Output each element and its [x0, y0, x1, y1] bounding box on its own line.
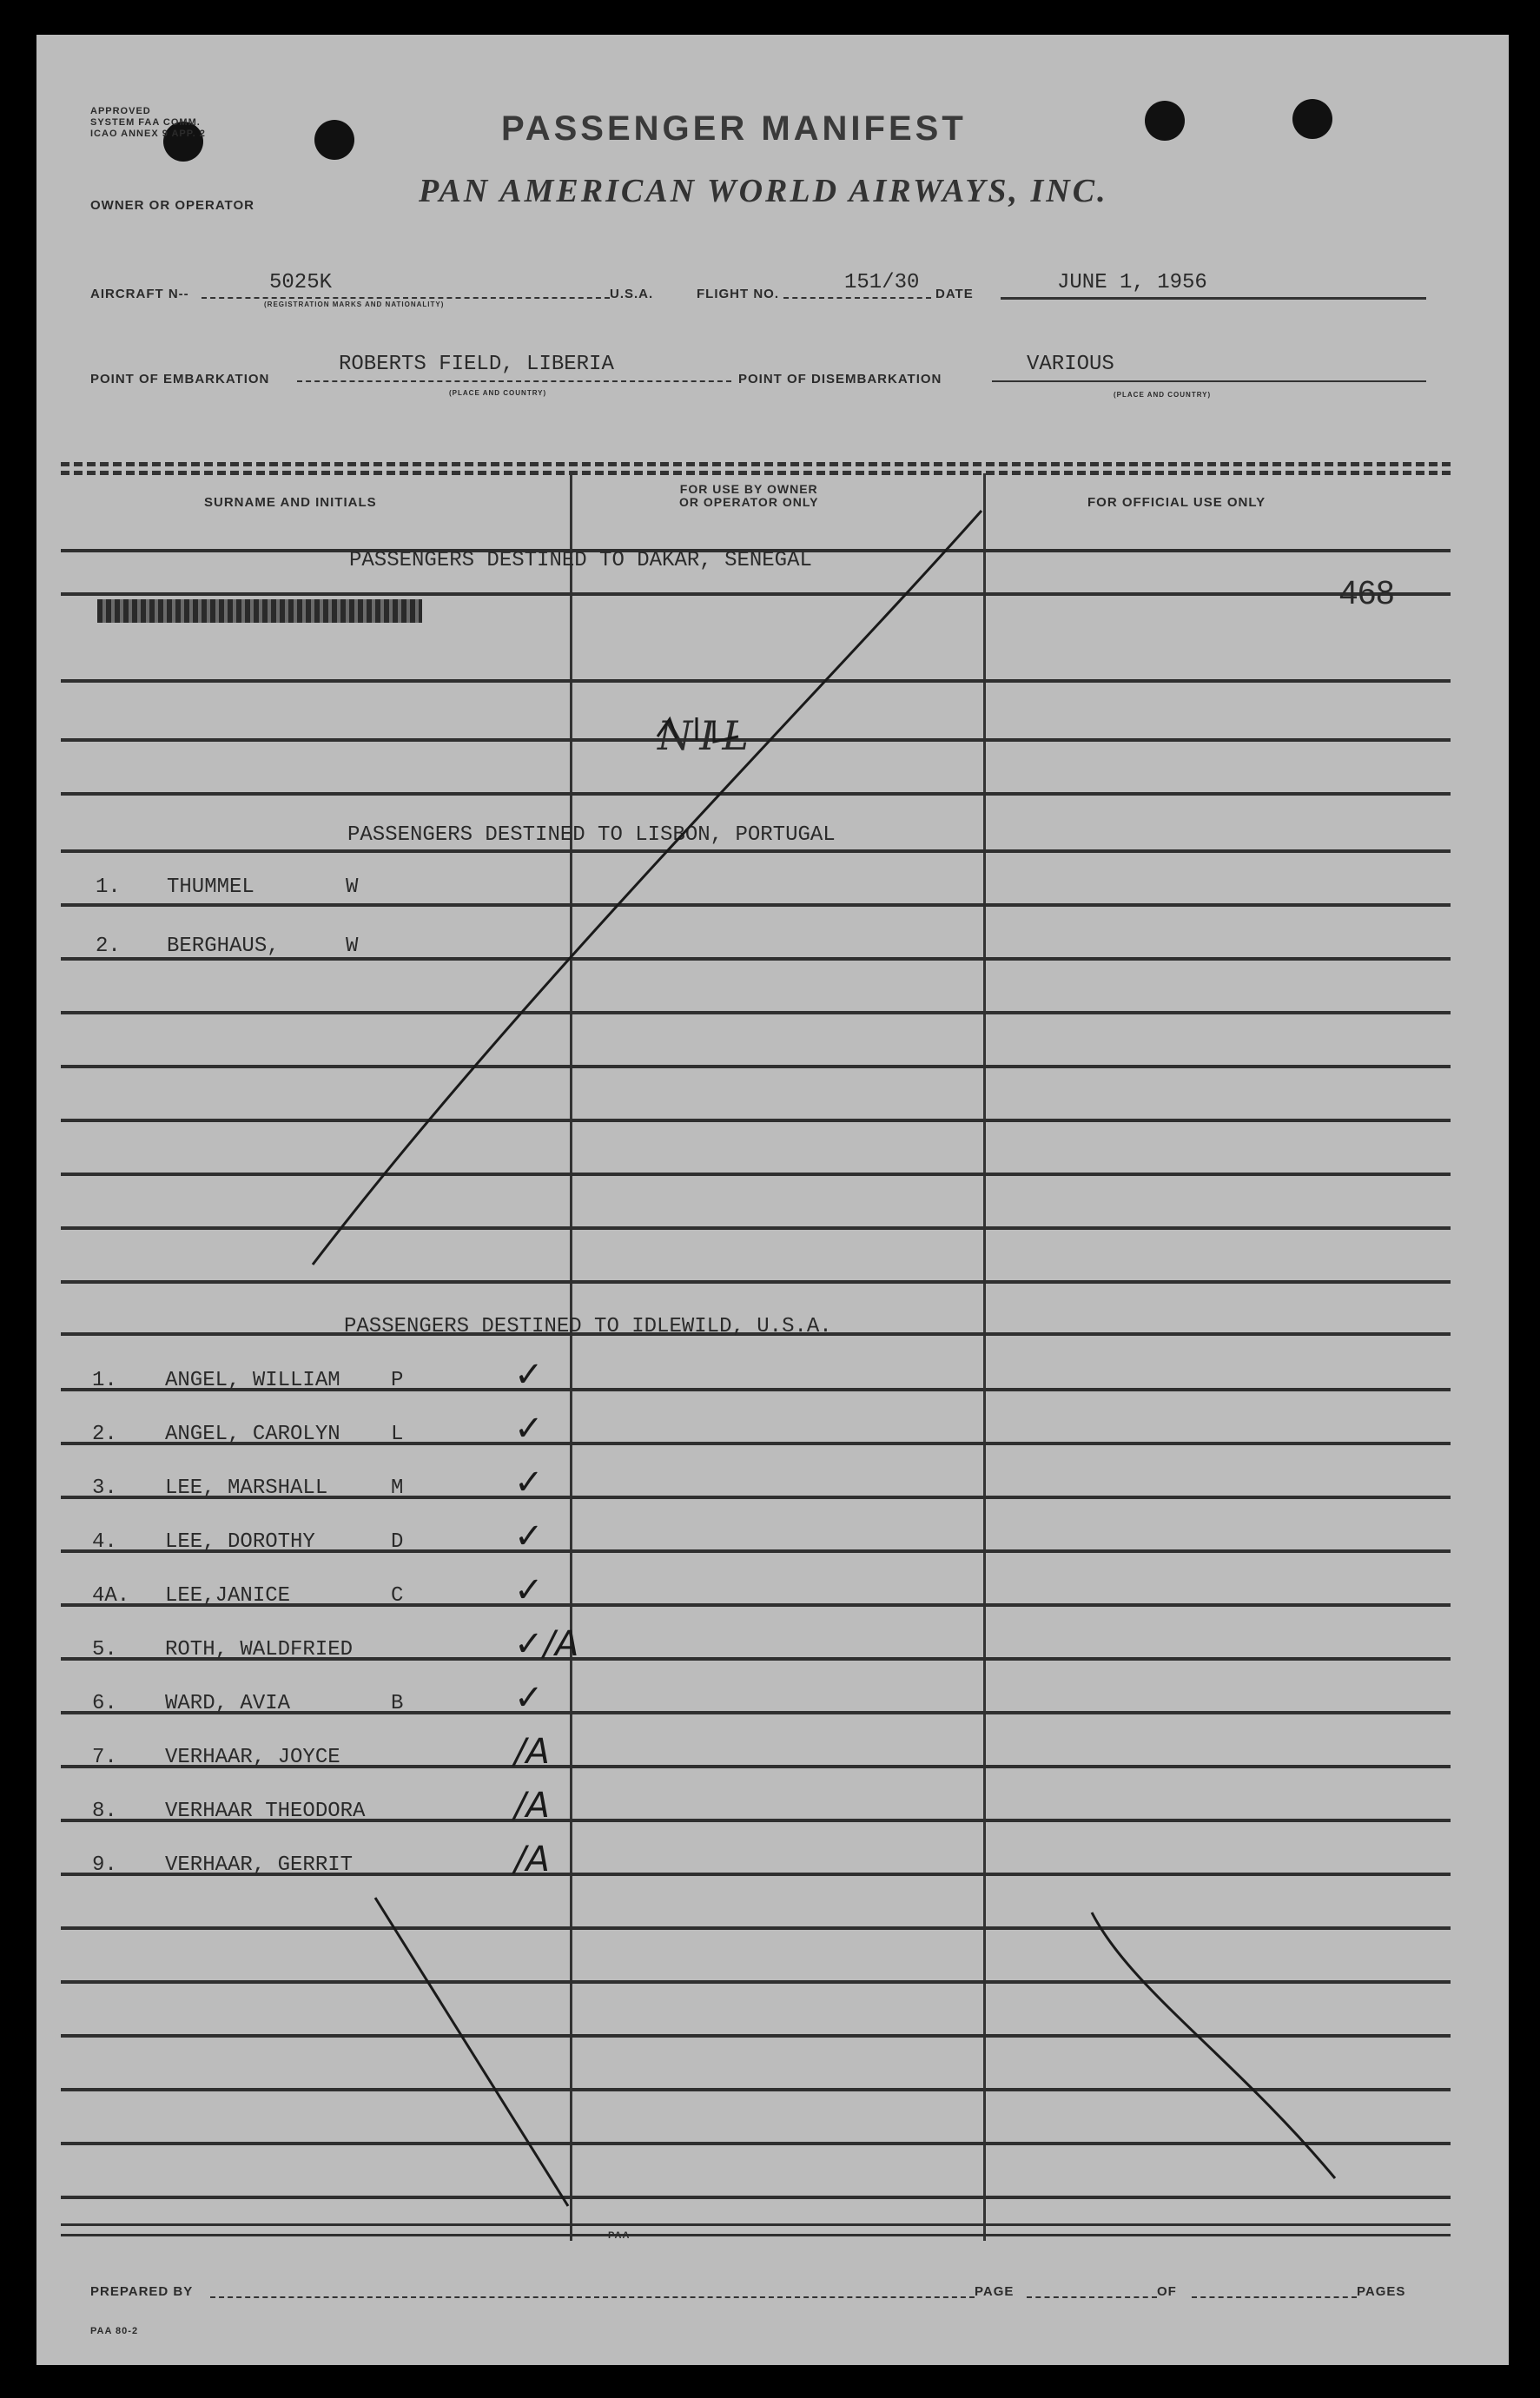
passenger-check-mark: ✓	[514, 1516, 544, 1556]
embark-label: POINT OF EMBARKATION	[90, 372, 270, 386]
passenger-initial: W	[346, 875, 359, 899]
passenger-check-mark: /A	[514, 1786, 550, 1826]
passenger-initial: P	[391, 1369, 404, 1392]
passenger-name: VERHAAR, GERRIT	[165, 1853, 354, 1877]
passenger-name: LEE, DOROTHY	[165, 1530, 315, 1554]
aircraft-label: AIRCRAFT N--	[90, 287, 189, 301]
passenger-num: 9.	[92, 1853, 117, 1877]
nil-note: NIL	[658, 712, 756, 759]
passenger-num: 2.	[92, 1423, 117, 1446]
page-title: PASSENGER MANIFEST	[501, 109, 967, 148]
page-label: PAGE	[975, 2284, 1015, 2299]
date-label: DATE	[935, 287, 974, 301]
center-mark: PAA	[608, 2230, 631, 2241]
prepared-by-label: PREPARED BY	[90, 2284, 194, 2299]
disembark-label: POINT OF DISEMBARKATION	[738, 372, 942, 386]
passenger-initial: L	[391, 1423, 404, 1446]
official-number: 468	[1339, 575, 1395, 611]
passenger-name: ROTH, WALDFRIED	[165, 1638, 354, 1661]
nationality: U.S.A.	[610, 287, 654, 301]
disembark-value: VARIOUS	[1027, 353, 1114, 376]
section-heading-lisbon: PASSENGERS DESTINED TO LISBON, PORTUGAL	[347, 823, 836, 847]
passenger-initial: M	[391, 1476, 404, 1500]
stamp-line-2: SYSTEM FAA COMM.	[90, 117, 201, 128]
embark-value: ROBERTS FIELD, LIBERIA	[339, 353, 614, 376]
passenger-check-mark: /A	[514, 1732, 550, 1772]
passenger-name: LEE,JANICE	[165, 1584, 291, 1608]
company-name: PAN AMERICAN WORLD AIRWAYS, INC.	[419, 173, 1108, 209]
passenger-name: VERHAAR THEODORA	[165, 1800, 366, 1823]
handwritten-strokes	[36, 35, 1509, 2365]
column-header-official: FOR OFFICIAL USE ONLY	[1087, 495, 1266, 510]
passenger-check-mark: ✓	[514, 1678, 544, 1718]
passenger-num: 4.	[92, 1530, 117, 1554]
embark-sub: (PLACE AND COUNTRY)	[449, 389, 547, 397]
passenger-num: 6.	[92, 1692, 117, 1715]
form-number: PAA 80-2	[90, 2326, 139, 2336]
passenger-check-mark: ✓	[514, 1463, 544, 1503]
section-heading-dakar: PASSENGERS DESTINED TO DAKAR, SENEGAL	[349, 549, 812, 572]
passenger-num: 7.	[92, 1746, 117, 1769]
passenger-check-mark: ✓	[514, 1355, 544, 1395]
aircraft-value: 5025K	[269, 271, 333, 294]
passenger-check-mark: ✓	[514, 1570, 544, 1610]
passenger-num: 2.	[96, 935, 121, 958]
pages-label: PAGES	[1357, 2284, 1406, 2299]
passenger-num: 1.	[96, 875, 121, 899]
passenger-check-mark: /A	[514, 1840, 550, 1879]
passenger-name: THUMMEL	[167, 875, 254, 899]
passenger-num: 5.	[92, 1638, 117, 1661]
passenger-name: WARD, AVIA	[165, 1692, 291, 1715]
column-header-surname: SURNAME AND INITIALS	[204, 495, 377, 510]
passenger-name: LEE, MARSHALL	[165, 1476, 328, 1500]
owner-label: OWNER OR OPERATOR	[90, 198, 254, 213]
passenger-initial: C	[391, 1584, 404, 1608]
passenger-name: BERGHAUS,	[167, 935, 280, 958]
passenger-num: 8.	[92, 1800, 117, 1823]
passenger-num: 4A.	[92, 1584, 130, 1608]
column-header-owner-use: FOR USE BY OWNER OR OPERATOR ONLY	[679, 482, 819, 509]
passenger-initial: B	[391, 1692, 404, 1715]
manifest-sheet	[36, 35, 1509, 2365]
aircraft-sub: (REGISTRATION MARKS AND NATIONALITY)	[264, 301, 445, 308]
of-label: OF	[1157, 2284, 1177, 2299]
flight-number: 151/30	[844, 271, 920, 294]
passenger-check-mark: ✓/A	[514, 1624, 579, 1664]
passenger-initial: W	[346, 935, 359, 958]
passenger-name: VERHAAR, JOYCE	[165, 1746, 340, 1769]
disembark-sub: (PLACE AND COUNTRY)	[1114, 391, 1212, 399]
passenger-initial: D	[391, 1530, 404, 1554]
passenger-name: ANGEL, CAROLYN	[165, 1423, 340, 1446]
date-value: JUNE 1, 1956	[1057, 271, 1207, 294]
stamp-line-3: ICAO ANNEX 9 APP. 2	[90, 129, 206, 139]
passenger-num: 1.	[92, 1369, 117, 1392]
stamp-line-1: APPROVED	[90, 106, 151, 116]
passenger-name: ANGEL, WILLIAM	[165, 1369, 340, 1392]
passenger-num: 3.	[92, 1476, 117, 1500]
passenger-check-mark: ✓	[514, 1409, 544, 1449]
section-heading-idlewild: PASSENGERS DESTINED TO IDLEWILD, U.S.A.	[344, 1315, 832, 1338]
flight-label: FLIGHT NO.	[697, 287, 779, 301]
